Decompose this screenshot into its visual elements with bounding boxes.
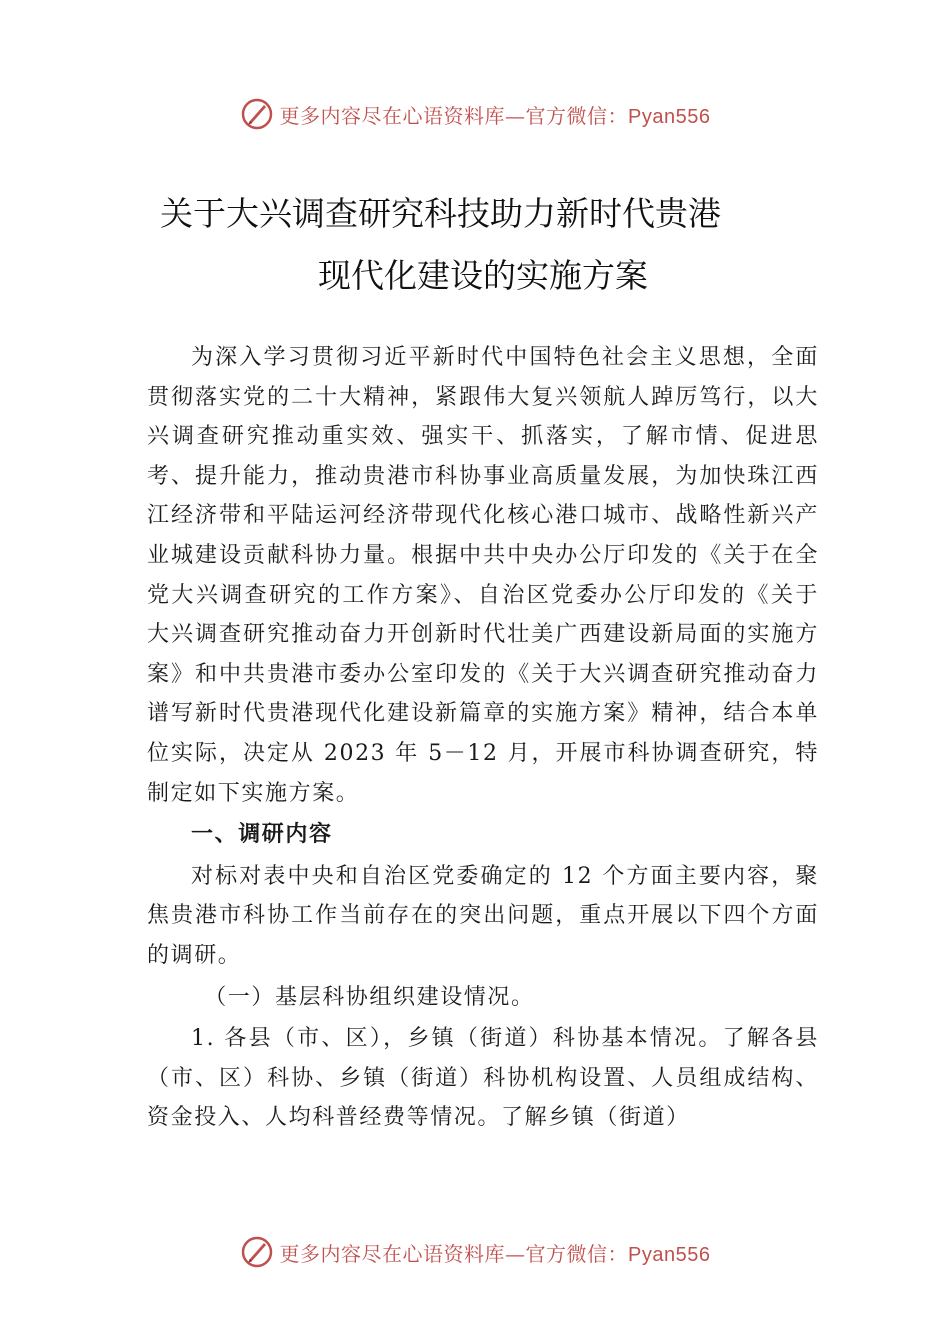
watermark-footer (0, 1232, 950, 1272)
item-paragraph: 1. 各县（市、区），乡镇（街道）科协基本情况。了解各县（市、区）科协、乡镇（街道）科协机构设置、人员组成结构、资金投入、人均科普经费等情况。了解乡镇（街道） (147, 1026, 819, 1131)
document-body (147, 338, 819, 1138)
document-title-line-1: 关于大兴调查研究科技助力新时代贵港 (160, 194, 721, 233)
watermark-text: 更多内容尽在心语资料库—官方微信：Pyan556 (279, 103, 711, 128)
quill-logo-icon (240, 97, 274, 131)
watermark-header (0, 94, 950, 134)
section-paragraph: 对标对表中央和自治区党委确定的 12 个方面主要内容，聚焦贵港市科协工作当前存在的突出问题，重点开展以下四个方面的调研。 (147, 863, 819, 968)
document-title-line-2: 现代化建设的实施方案 (318, 256, 648, 295)
quill-logo-icon (240, 1235, 274, 1269)
subsection-heading: （一）基层科协组织建设情况。 (204, 984, 535, 1010)
intro-paragraph: 为深入学习贯彻习近平新时代中国特色社会主义思想，全面贯彻落实党的二十大精神，紧跟伟大复兴领航人踔厉笃行，以大兴调查研究推动重实效、强实干、抓落实，了解市情、促进思考、提升能力，推动贵港市科协事业高质量发展，为加快珠江西江经济带和平陆运河经济带现代化核心港口城市、战略性新兴产业城建设贡献科协力量。根据中共中央办公厅印发的《关于在全党大兴调查研究的工作方案》、自治区党委办公厅印发的《关于大兴调查研究推动奋力开创新时代壮美广西建设新局面的实施方案》和中共贵港市委办公室印发的《关于大兴调查研究推动奋力谱写新时代贵港现代化建设新篇章的实施方案》精神，结合本单位实际，决定从 2023 年 5－12 月，开展市科协调查研究，特制定如下实施方案。 (147, 345, 819, 806)
watermark-text: 更多内容尽在心语资料库—官方微信：Pyan556 (279, 1241, 711, 1266)
section-heading: 一、调研内容 (191, 822, 333, 848)
